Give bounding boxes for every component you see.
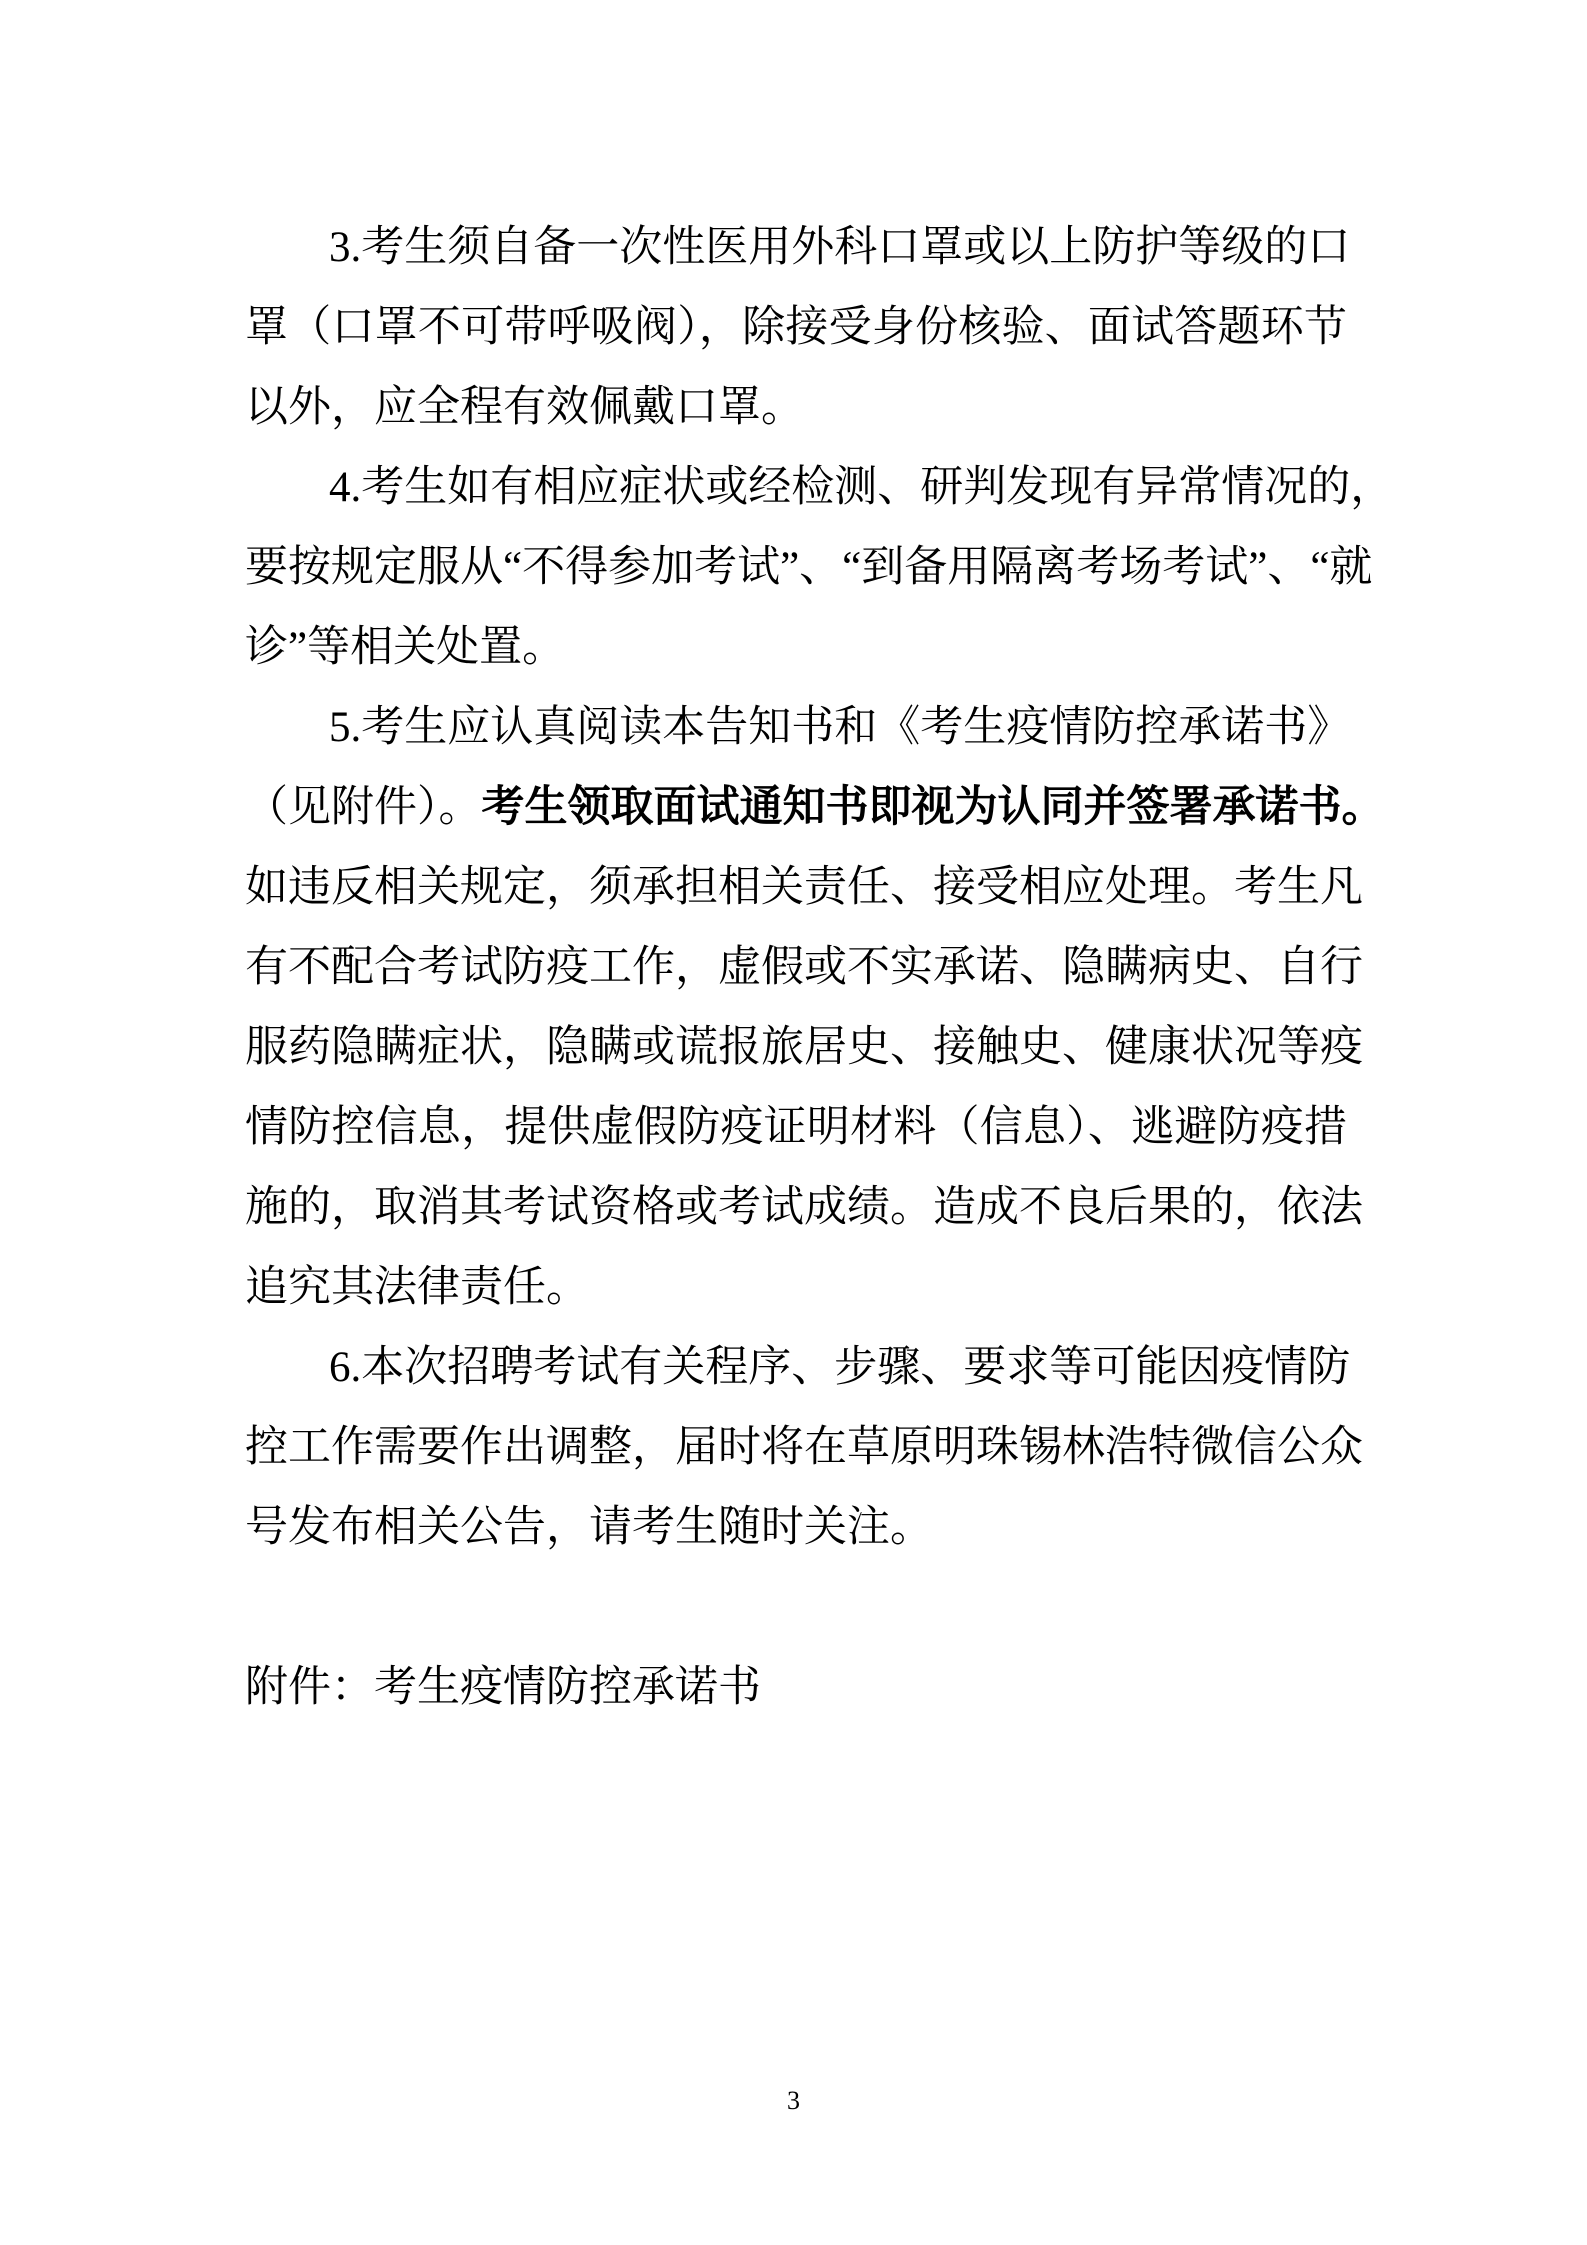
attachment-line: 附件：考生疫情防控承诺书 <box>245 1664 761 1711</box>
text-line: 服药隐瞒症状，隐瞒或谎报旅居史、接触史、健康状况等疫 <box>245 1024 1363 1071</box>
text-line: 5.考生应认真阅读本告知书和《考生疫情防控承诺书》 <box>329 704 1351 751</box>
text-line: 情防控信息，提供虚假防疫证明材料（信息）、逃避防疫措 <box>245 1104 1347 1151</box>
text-line: 诊”等相关处置。 <box>245 624 566 671</box>
text-segment: （见附件）。 <box>245 784 482 831</box>
document-body <box>245 208 1394 1728</box>
text-line: 如违反相关规定，须承担相关责任、接受相应处理。考生凡 <box>245 864 1363 911</box>
text-line: 4.考生如有相应症状或经检测、研判发现有异常情况的， <box>329 464 1394 511</box>
text-line: 追究其法律责任。 <box>245 1264 589 1311</box>
text-line: 3.考生须自备一次性医用外科口罩或以上防护等级的口 <box>329 224 1351 271</box>
text-line: 要按规定服从“不得参加考试”、“到备用隔离考场考试”、“就 <box>245 544 1373 591</box>
bold-emphasis-text: 考生领取面试通知书即视为认同并签署承诺书。 <box>481 784 1385 831</box>
text-line <box>245 768 1385 848</box>
text-line: 号发布相关公告，请考生随时关注。 <box>245 1504 933 1551</box>
blank-line <box>245 1568 1347 1648</box>
page-number: 3 <box>787 2086 800 2115</box>
text-line: 罩（口罩不可带呼吸阀），除接受身份核验、面试答题环节 <box>245 304 1347 351</box>
text-line: 6.本次招聘考试有关程序、步骤、要求等可能因疫情防 <box>329 1344 1351 1391</box>
text-line: 有不配合考试防疫工作，虚假或不实承诺、隐瞒病史、自行 <box>245 944 1363 991</box>
text-line: 以外，应全程有效佩戴口罩。 <box>245 384 804 431</box>
text-line: 控工作需要作出调整，届时将在草原明珠锡林浩特微信公众 <box>245 1424 1363 1471</box>
text-line: 施的，取消其考试资格或考试成绩。造成不良后果的，依法 <box>245 1184 1363 1231</box>
